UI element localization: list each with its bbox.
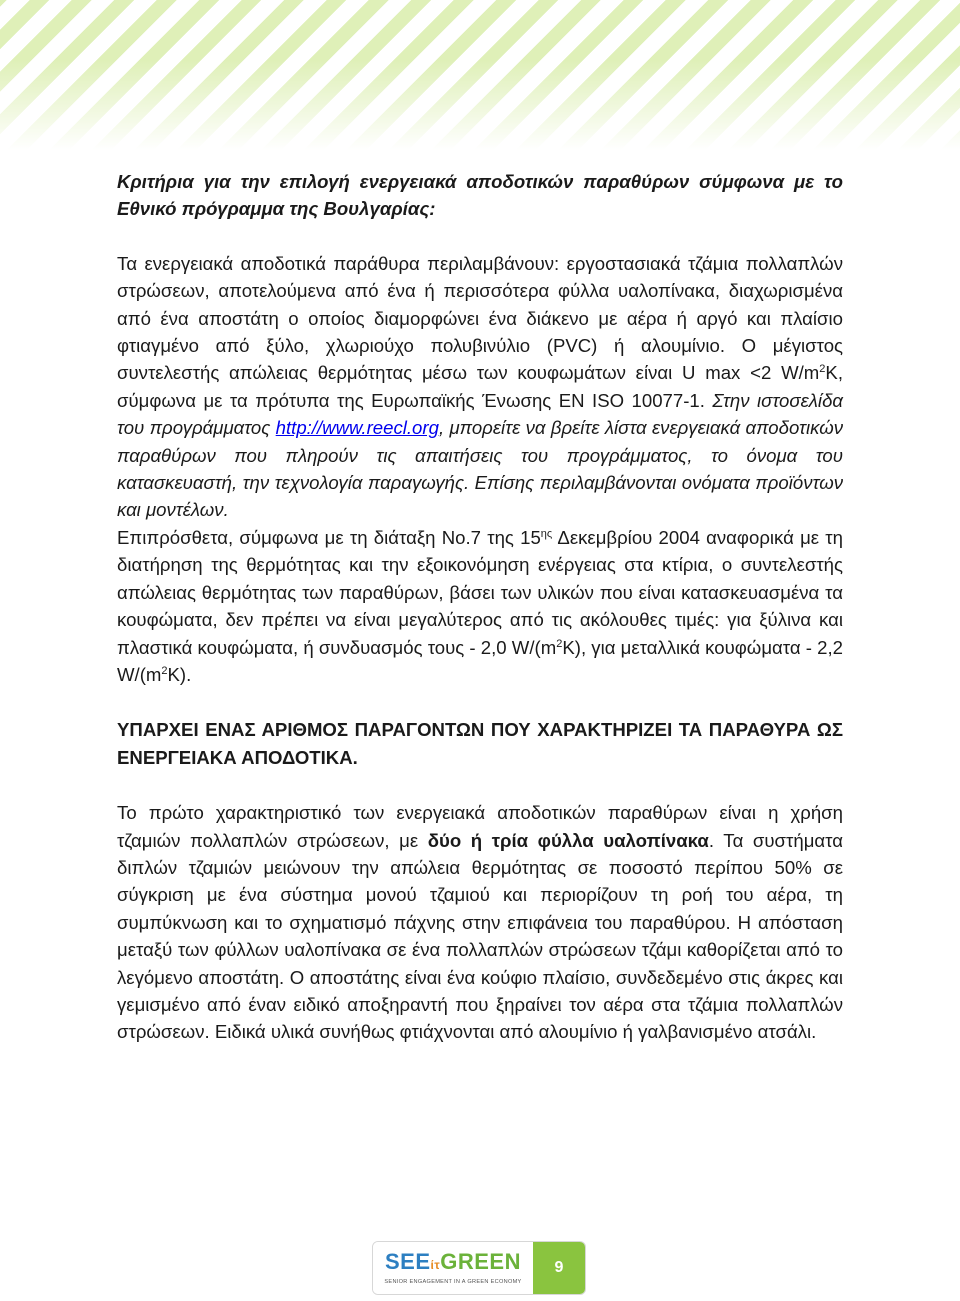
paragraph-text: Επιπρόσθετα, σύμφωνα με τη διάταξη No.7 της 15: [117, 526, 541, 548]
superscript: ης: [540, 527, 553, 540]
logo-tagline: SENIOR ENGAGEMENT IN A GREEN ECONOMY: [384, 1279, 522, 1285]
superscript: 2: [819, 363, 826, 376]
document-body: [117, 168, 843, 1046]
paragraph-text: . Τα συστήματα διπλών τζαμιών μειώνουν την απώλεια θερμότητας σε ποσοστό περίπου 50% σε σύγκριση με ένα σύστημα μονού τζαμιού και περιορίζουν τη ροή του αέρα, τη συμπύκνωση και το σχηματισμό πάχνης στην επιφάνεια του παραθύρου. Η απόσταση μεταξύ των φύλλων υαλοπίνακα σε ένα πολλαπλών στρώσεων τζάμι καθορίζεται από το λεγόμενο αποστάτη. Ο αποστάτης είναι ένα κούφιο πλαίσιο, συνδεδεμένο στις άκρες και γεμισμένο από έναν ειδικό αποξηραντή που ξηραίνει τον αέρα στα τζάμια πολλαπλών στρώσεων. Ειδικά υλικά συνήθως φτιάχνονται από αλουμίνιο ή γαλβανισμένο ατσάλι.: [117, 829, 844, 1043]
paragraph-text: Τα ενεργειακά αποδοτικά παράθυρα περιλαμβάνουν: εργοστασιακά τζάμια πολλαπλών στρώσεων, αποτελούμενα από ένα ή περισσότερα φύλλα υαλοπίνακα, διαχωρισμένα από ένα αποστάτη ο οποίος διαμορφώνει ένα διάκενο με αέρα ή αργό και πλαίσιο φτιαγμένο από ξύλο, χλωριούχο πολυβινύλιο (PVC) ή αλουμίνιο. Ο μέγιστος συντελεστής απώλειας θερμότητας μέσω των κουφωμάτων είναι U max <2 W/m: [117, 252, 843, 384]
program-website-link[interactable]: http://www.reecl.org: [275, 417, 439, 439]
superscript: 2: [556, 637, 563, 650]
footer-logo: [372, 1241, 586, 1295]
paragraph-text: Το πρώτο χαρακτηριστικό των ενεργειακά αποδοτικών παραθύρων είναι η χρήση τζαμιών πολλαπλών στρώσεων, με: [117, 802, 843, 851]
see-it-green-logo: [373, 1242, 533, 1294]
paragraph-criteria: [117, 250, 843, 524]
caps-heading: ΥΠΑΡΧΕΙ ΕΝΑΣ ΑΡΙΘΜΟΣ ΠΑΡΑΓΟΝΤΩΝ ΠΟΥ ΧΑΡΑΚΤΗΡΙΖΕΙ ΤΑ ΠΑΡΑΘΥΡΑ ΩΣ ΕΝΕΡΓΕΙΑΚΑ ΑΠΟΔΟΤΙΚΑ.: [117, 719, 843, 768]
logo-text-it: ίτ: [430, 1258, 441, 1272]
paragraph-glazing: [117, 799, 843, 1046]
italic-text: Στην ιστοσελίδα του προγράμματος: [117, 389, 843, 439]
decorative-stripe-header: [0, 0, 960, 150]
paragraph-text: K), για μεταλλικά κουφώματα - 2,2 W/(m: [117, 636, 844, 685]
page-number: 9: [533, 1242, 585, 1294]
paragraph-text: K).: [167, 663, 192, 685]
paragraph-regulation: [117, 524, 843, 688]
superscript: 2: [161, 664, 168, 677]
bold-text: δύο ή τρία φύλλα υαλοπίνακα: [427, 829, 709, 851]
logo-text-green: GREEN: [440, 1249, 521, 1274]
logo-text-see: SEE: [385, 1249, 431, 1274]
italic-text: , μπορείτε να βρείτε λίστα ενεργειακά αποδοτικών παραθύρων που πληρούν τις απαιτήσεις του προγράμματος, το όνομα του κατασκευαστή, την τεχνολογία παραγωγής. Επίσης περιλαμβάνονται ονόματα προϊόντων και μοντέλων.: [117, 417, 843, 521]
paragraph-text: Δεκεμβρίου 2004 αναφορικά με τη διατήρηση της θερμότητας και την εξοικονόμηση ενέργειας στα κτίρια, ο συντελεστής απώλειας θερμότητας των παραθύρων, βάσει των υλικών που είναι κατασκευασμένα τα κουφώματα, δεν πρέπει να είναι μεγαλύτερος από τις ακόλουθες τιμές: για ξύλινα και πλαστικά κουφώματα, ή συνδυασμός τους - 2,0 W/(m: [117, 526, 843, 658]
section-heading: Κριτήρια για την επιλογή ενεργειακά αποδοτικών παραθύρων σύμφωνα με το Εθνικό πρόγραμμα της Βουλγαρίας:: [117, 171, 843, 220]
paragraph-text: K, σύμφωνα με τα πρότυπα της Ευρωπαϊκής Ένωσης EN ISO 10077-1.: [117, 362, 843, 411]
